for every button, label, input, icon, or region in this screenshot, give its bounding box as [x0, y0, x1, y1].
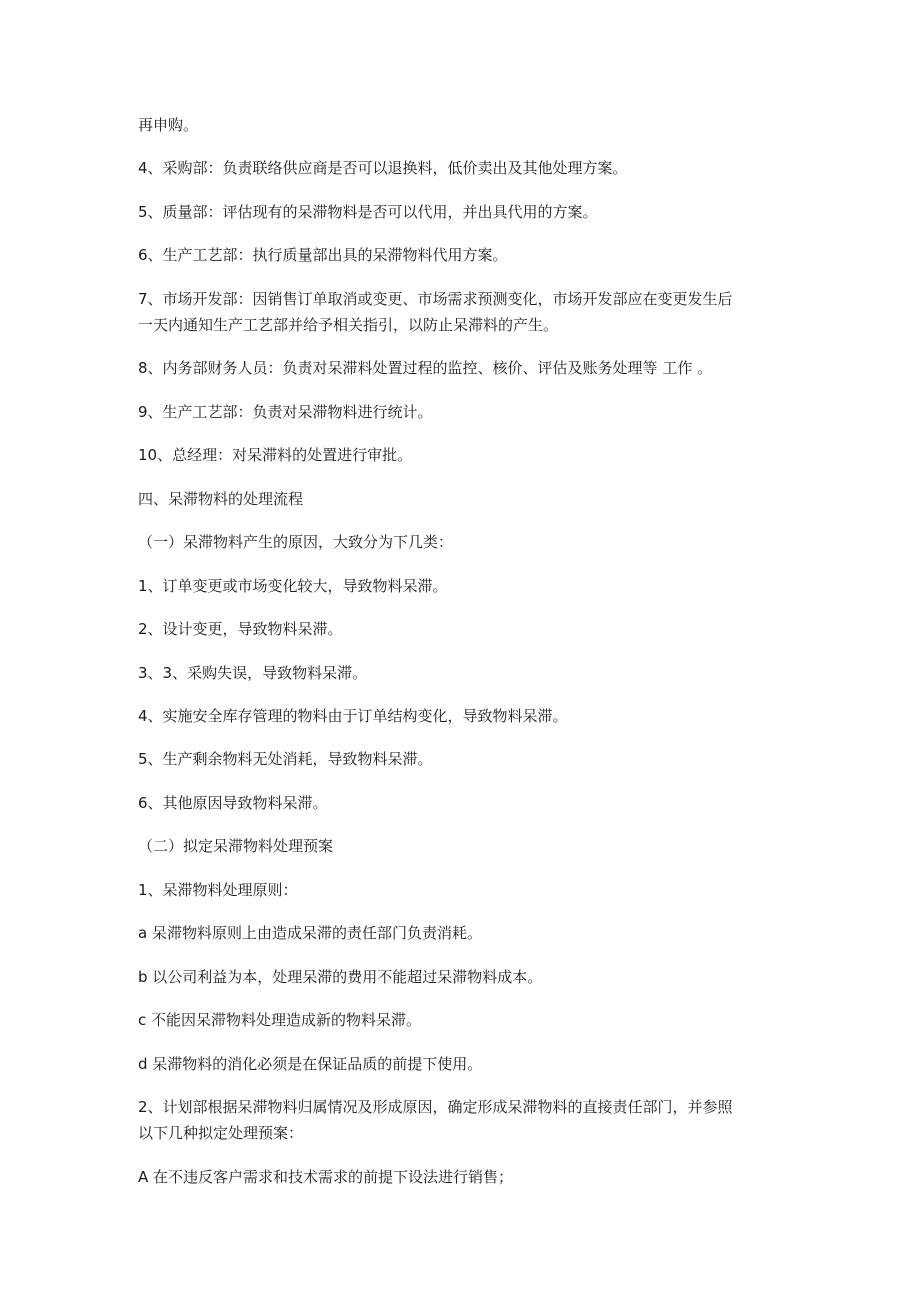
subsection-heading-1: （一）呆滞物料产生的原因，大致分为下几类： — [138, 533, 454, 551]
text-line-6: 一天内通知生产工艺部并给予相关指引，以防止呆滞料的产生。 — [138, 316, 559, 334]
text-line-14: 3、3、采购失误，导致物料呆滞。 — [138, 664, 368, 682]
text-line-5: 7、市场开发部：因销售订单取消或变更、市场需求预测变化，市场开发部应在变更发生后 — [138, 290, 733, 308]
text-line-23: d 呆滞物料的消化必须是在保证品质的前提下使用。 — [138, 1055, 483, 1073]
text-line-13: 2、设计变更，导致物料呆滞。 — [138, 620, 343, 638]
text-line-1: 再申购。 — [138, 116, 199, 134]
subsection-heading-2: （二）拟定呆滞物料处理预案 — [138, 837, 334, 855]
text-line-9: 10、总经理：对呆滞料的处置进行审批。 — [138, 446, 413, 464]
text-line-22: c 不能因呆滞物料处理造成新的物料呆滞。 — [138, 1011, 422, 1029]
text-line-7: 8、内务部财务人员：负责对呆滞料处置过程的监控、核价、评估及账务处理等 工作 。 — [138, 359, 713, 377]
text-line-26: A 在不违反客户需求和技术需求的前提下设法进行销售； — [138, 1168, 514, 1186]
text-line-2: 4、采购部：负责联络供应商是否可以退换料，低价卖出及其他处理方案。 — [138, 159, 628, 177]
text-line-19: 1、呆滞物料处理原则： — [138, 881, 298, 899]
text-line-20: a 呆滞物料原则上由造成呆滞的责任部门负责消耗。 — [138, 924, 482, 942]
text-line-25: 以下几种拟定处理预案： — [138, 1124, 304, 1142]
text-line-12: 1、订单变更或市场变化较大，导致物料呆滞。 — [138, 577, 448, 595]
text-line-15: 4、实施安全库存管理的物料由于订单结构变化，导致物料呆滞。 — [138, 707, 568, 725]
text-line-3: 5、质量部：评估现有的呆滞物料是否可以代用，并出具代用的方案。 — [138, 203, 598, 221]
text-line-17: 6、其他原因导致物料呆滞。 — [138, 794, 328, 812]
section-heading-4: 四、呆滞物料的处理流程 — [138, 490, 304, 508]
text-line-4: 6、生产工艺部：执行质量部出具的呆滞物料代用方案。 — [138, 246, 508, 264]
text-line-21: b 以公司利益为本，处理呆滞的费用不能超过呆滞物料成本。 — [138, 968, 543, 986]
text-line-24: 2、计划部根据呆滞物料归属情况及形成原因，确定形成呆滞物料的直接责任部门，并参照 — [138, 1098, 733, 1116]
text-line-8: 9、生产工艺部：负责对呆滞物料进行统计。 — [138, 403, 433, 421]
text-line-16: 5、生产剩余物料无处消耗，导致物料呆滞。 — [138, 750, 433, 768]
